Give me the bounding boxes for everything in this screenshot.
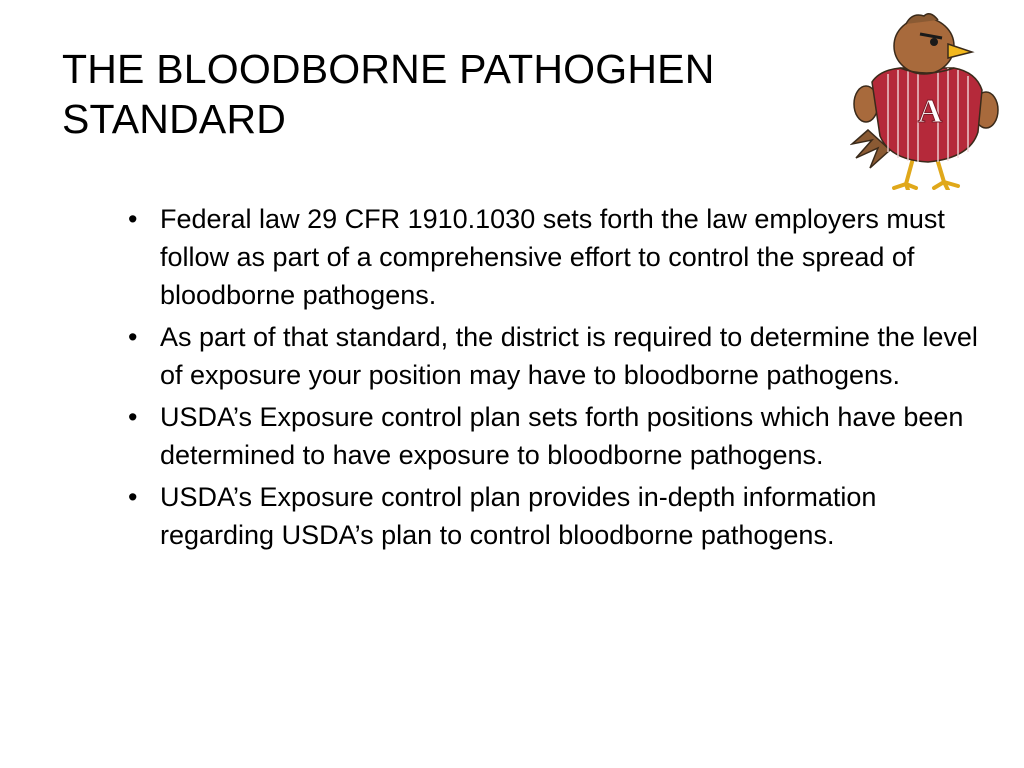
bullet-text: USDA’s Exposure control plan provides in-depth information regarding USDA’s plan to control bloodborne pathogens. — [160, 482, 877, 550]
bullet-item — [118, 318, 978, 394]
slide-title — [62, 44, 822, 144]
slide-title-line-2: STANDARD — [62, 96, 287, 142]
bullet-item — [118, 200, 978, 314]
slide-title-line-1: THE BLOODBORNE PATHOGHEN — [62, 46, 715, 92]
bullet-text: USDA’s Exposure control plan sets forth positions which have been determined to have exposure to bloodborne pathogens. — [160, 402, 964, 470]
bullet-text: As part of that standard, the district is required to determine the level of exposure your position may have to bloodborne pathogens. — [160, 322, 978, 390]
bullet-item — [118, 478, 978, 554]
bullet-dot: • — [128, 482, 138, 512]
bullet-dot: • — [128, 402, 138, 432]
bullet-dot: • — [128, 204, 138, 234]
cardinal-mascot-icon — [850, 12, 1000, 190]
bullet-text: Federal law 29 CFR 1910.1030 sets forth the law employers must follow as part of a comprehensive effort to control the spread of bloodborne pathogens. — [160, 204, 945, 310]
bullet-item — [118, 398, 978, 474]
bullet-list — [118, 200, 978, 558]
bullet-dot: • — [128, 322, 138, 352]
mascot-letter: A — [917, 93, 943, 130]
